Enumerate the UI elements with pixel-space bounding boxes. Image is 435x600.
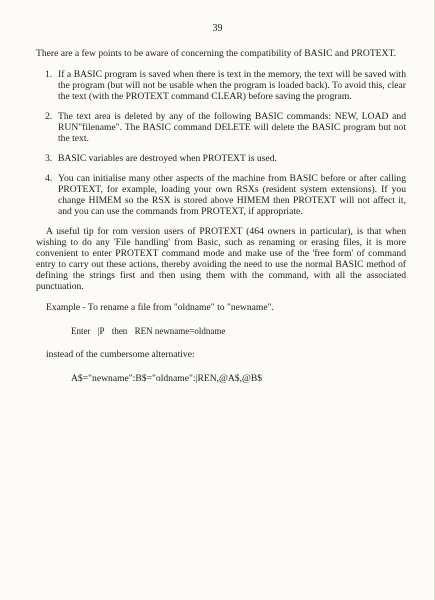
- list-item: [36, 111, 406, 144]
- rename-command: REN newname=oldname: [134, 326, 226, 336]
- list-item-text: You can initialise many other aspects of the machine from BASIC before or after calling PROTEXT, for example, loading your own RSXs (resident system extensions). If you change HIMEM so the RSX is stored above HIMEM then PROTEXT will not affect it, and you can use the commands from PROTEXT, if appropriate.: [58, 173, 406, 217]
- list-item-text: If a BASIC program is saved when there is text in the memory, the text will be saved with the program (but will not be usable when the program is loaded back). To avoid this, clear the text (with the PROTEXT command CLEAR) before saving the program.: [58, 69, 406, 102]
- page-number: 39: [212, 23, 223, 34]
- list-item-number: 1.: [45, 69, 53, 80]
- alternative-code: A$="newname":B$="oldname":|REN,@A$,@B$: [71, 373, 263, 384]
- list-item: [36, 153, 406, 164]
- enter-word: Enter: [71, 326, 91, 336]
- list-item: [36, 69, 406, 102]
- compatibility-points-list: [36, 69, 406, 217]
- list-item-text: BASIC variables are destroyed when PROTEXT is used.: [58, 153, 277, 164]
- list-item-number: 4.: [45, 173, 53, 184]
- alternative-label: instead of the cumbersome alternative:: [46, 349, 195, 360]
- then-word: then: [111, 326, 128, 336]
- tip-paragraph: A useful tip for rom version users of PROTEXT (464 owners in particular), is that when wishing to do any 'File handling' from Basic, such as renaming or erasing files, it is more convenient to enter PROTEXT command mode and make use of the 'free form' of command entry to carry out these actions, thereby avoiding the need to use the normal BASIC method of defining the strings first and then using them with the command, with all the associated punctuation.: [36, 226, 406, 292]
- enter-key: |P: [97, 326, 105, 336]
- list-item-number: 2.: [45, 111, 53, 122]
- example-command-line: [36, 326, 406, 337]
- list-item-text: The text area is deleted by any of the following BASIC commands: NEW, LOAD and RUN"filename". The BASIC command DELETE will delete the BASIC program but not the text.: [58, 111, 406, 144]
- example-label: Example - To rename a file from "oldname" to "newname".: [46, 302, 274, 313]
- intro-paragraph: There are a few points to be aware of concerning the compatibility of BASIC and PROTEXT.: [36, 48, 397, 59]
- list-item-number: 3.: [45, 153, 53, 164]
- list-item: [36, 173, 406, 217]
- page-content: [36, 48, 406, 384]
